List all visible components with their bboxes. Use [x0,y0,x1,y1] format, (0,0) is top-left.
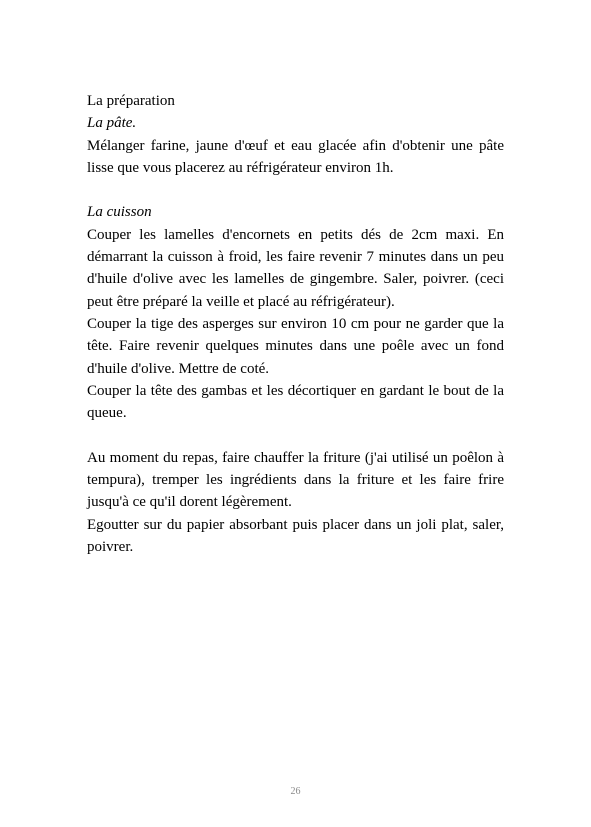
paragraph: Couper la tige des asperges sur environ 10 cm pour ne garder que la tête. Faire revenir quelques minutes dans une poêle avec un fond d'huile d'olive. Mettre de coté. [87,315,504,377]
subheading-cuisson: La cuisson [87,204,152,221]
paragraph: Au moment du repas, faire chauffer la friture (j'ai utilisé un poêlon à tempura), tremper les ingrédients dans la friture et les faire frire jusqu'à ce qu'il dorent légèrement. [87,449,504,511]
section-heading: La préparation [87,93,175,109]
blank-line [87,424,504,446]
paragraph: Couper les lamelles d'encornets en petits dés de 2cm maxi. En démarrant la cuisson à froid, les faire revenir 7 minutes dans un peu d'huile d'olive avec les lamelles de gingembre. Saler, poivrer. (ceci peut être préparé la veille et placé au réfrigérateur). [87,226,504,310]
paragraph: Mélanger farine, jaune d'œuf et eau glacée afin d'obtenir une pâte lisse que vous placerez au réfrigérateur environ 1h. [87,137,504,176]
page-number: 26 [290,786,301,797]
paragraph: Egoutter sur du papier absorbant puis placer dans un joli plat, saler, poivrer. [87,516,504,555]
blank-line [87,179,504,201]
paragraph: Couper la tête des gambas et les décortiquer en gardant le bout de la queue. [87,382,504,422]
subheading-pate: La pâte. [87,115,137,132]
page-content [87,90,504,558]
